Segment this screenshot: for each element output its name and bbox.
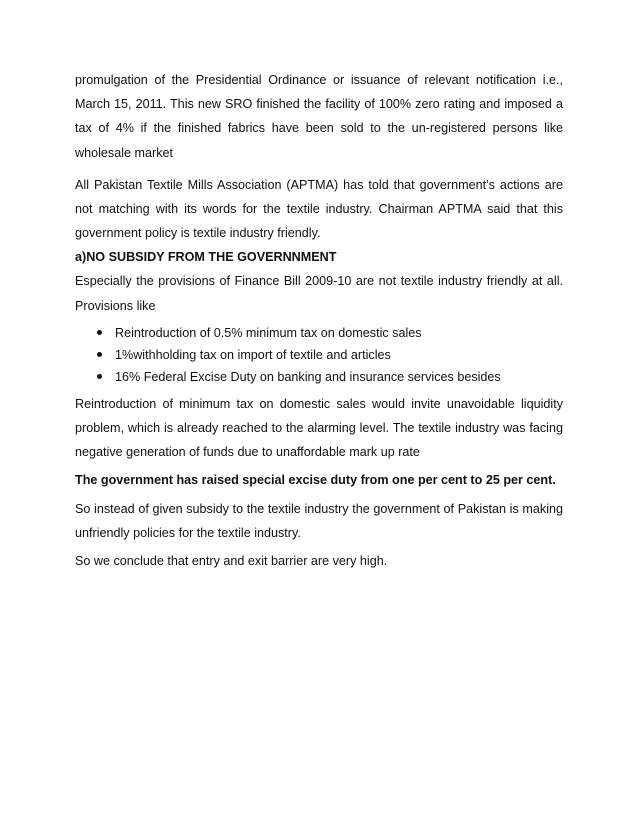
- section-heading: a)NO SUBSIDY FROM THE GOVERNNMENT: [75, 250, 337, 265]
- list-item: [75, 366, 563, 388]
- document-body: [75, 68, 563, 573]
- bullet-icon: [97, 330, 102, 335]
- list-item: [75, 344, 563, 366]
- list-item-text: Reintroduction of 0.5% minimum tax on domestic sales: [115, 325, 422, 340]
- list-item-text: 1%withholding tax on import of textile and articles: [115, 347, 391, 362]
- paragraph-minimum-tax: Reintroduction of minimum tax on domestic sales would invite unavoidable liquidity problem, which is already reached to the alarming level. The textile industry was facing negative generation of funds due to unaffordable mark up rate: [75, 396, 563, 460]
- bullet-icon: [97, 352, 102, 357]
- paragraph-excise-duty: The government has raised special excise duty from one per cent to 25 per cent.: [75, 473, 556, 488]
- bullet-icon: [97, 374, 102, 379]
- paragraph-aptma: All Pakistan Textile Mills Association (APTMA) has told that government’s actions are not matching with its words for the textile industry. Chairman APTMA said that this government policy is textile industry friendly.: [75, 177, 563, 241]
- provisions-list: [75, 322, 563, 388]
- paragraph-finance-bill: Especially the provisions of Finance Bill 2009-10 are not textile industry friendly at all. Provisions like: [75, 274, 563, 313]
- paragraph-ordinance: promulgation of the Presidential Ordinance or issuance of relevant notification i.e., March 15, 2011. This new SRO finished the facility of 100% zero rating and imposed a tax of 4% if the finished fabrics have been sold to the un-registered persons like wholesale market: [75, 73, 563, 160]
- list-item-text: 16% Federal Excise Duty on banking and insurance services besides: [115, 369, 501, 384]
- paragraph-conclusion: So we conclude that entry and exit barrier are very high.: [75, 554, 388, 569]
- list-item: [75, 322, 563, 344]
- paragraph-subsidy: So instead of given subsidy to the textile industry the government of Pakistan is making unfriendly policies for the textile industry.: [75, 501, 563, 540]
